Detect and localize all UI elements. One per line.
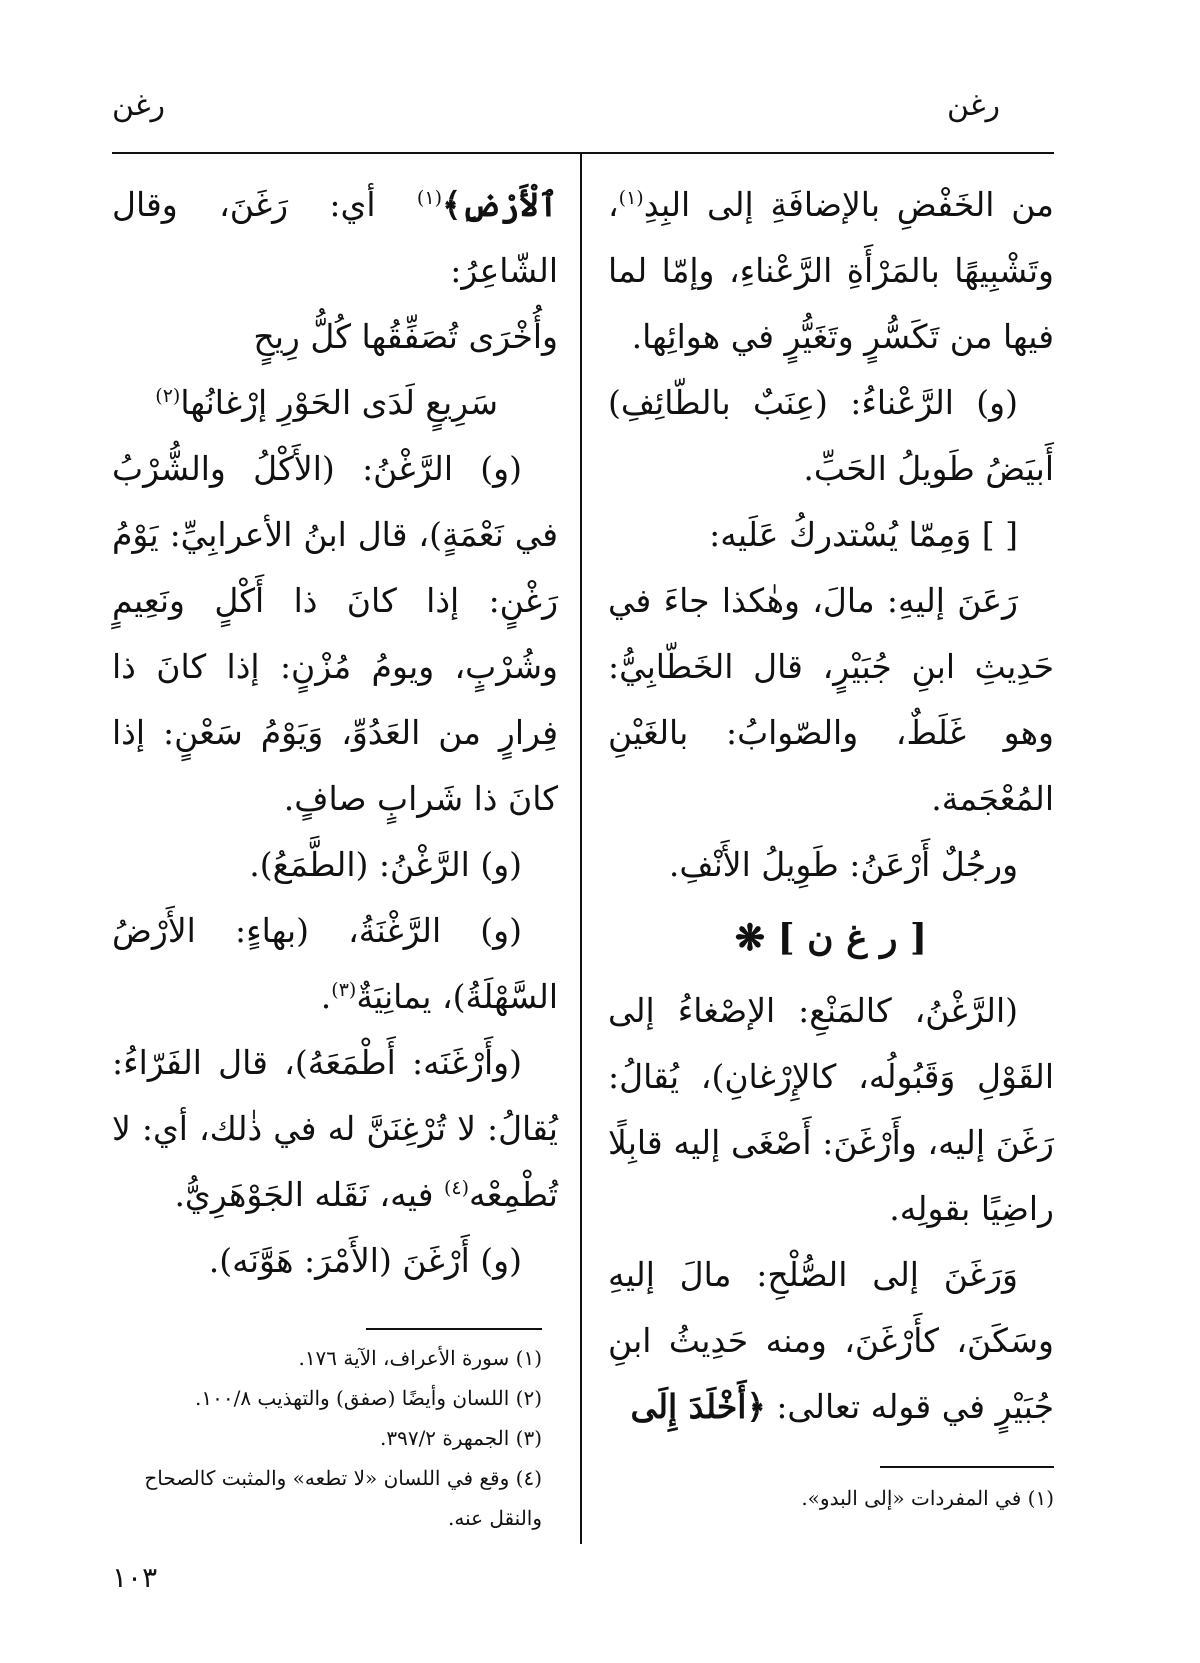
footnote: (١) في المفردات «إلى البدو». <box>801 1486 1054 1510</box>
paragraph: (و) أَرْغَنَ (الأَمْرَ: هَوَّنَه). <box>208 1241 522 1280</box>
footnote: (٢) اللسان وأيضًا (صفق) والتهذيب ١٠٠/٨. <box>195 1386 542 1410</box>
page-number: ١٠٣ <box>112 1561 158 1594</box>
footnote-marker: (٤) <box>443 1177 470 1199</box>
verse-line: وأُخْرَى تُصَفِّقُها كُلُّ رِيحٍ <box>253 317 558 356</box>
footnote: (٣) الجمهرة ٣٩٧/٢. <box>379 1426 542 1450</box>
paragraph: (الرَّغْنُ، كالمَنْعِ: الإصْغاءُ إلى القَوْلِ وَقَبُولُه، كالإِرْغانِ)، يُقالُ: رَغَنَ إليه، وأَرْغَنَ: أَصْغَى إليه قابِلًا راضِيًا بقولِه. <box>608 991 1054 1228</box>
verse-line: سَرِيعٍ لَدَى الحَوْرِ إرْغانُها$^{(٢)}$ <box>155 383 498 422</box>
footnote: (٤) وقع في اللسان «لا تطعه» والمثبت كالصحاح والنقل عنه. <box>144 1466 542 1530</box>
quran-quote: ٱلْأَرْضِ﴾ <box>441 185 558 224</box>
running-header-left: رغن <box>112 88 166 123</box>
running-header-right: رغن <box>946 88 1000 123</box>
paragraph: (و) الرَّعْناءُ: (عِنَبٌ بالطّائِفِ) أَبيَضُ طَويلُ الحَبِّ. <box>608 383 1054 488</box>
paragraph: وَرَغَنَ إلى الصُّلْحِ: مالَ إليهِ وسَكَنَ، كأَرْغَنَ، ومنه حَدِيثُ ابنِ جُبَيْرٍ في قوله تعالى: ﴿أَخْلَدَ إِلَى <box>608 1255 1054 1426</box>
right-column <box>608 172 1054 1440</box>
footnote-marker: (٣) <box>331 979 357 1001</box>
paragraph: (و) الرَّغْنَةُ، (بهاءٍ: الأَرْضُ السَّهْلَةُ)، يمانِيَةٌ$^{(٣)}$. <box>112 911 558 1016</box>
paragraph: (و) الرَّغْنُ: (الطَّمَعُ). <box>249 845 522 884</box>
footnote-rule <box>366 1328 542 1330</box>
paragraph: (وأَرْغَنَه: أَطْمَعَهُ)، قال الفَرّاءُ: يُقالُ: لا تُرْغِنَنَّ له في ذٰلك، أي: لا تُطْمِعْه$^{(٤)}$ فيه، نَقَله الجَوْهَرِيُّ. <box>112 1043 558 1214</box>
paragraph: ورجُلٌ أَرْعَنُ: طَوِيلُ الأَنْفِ. <box>668 845 1018 884</box>
footnote: (١) سورة الأعراف، الآية ١٧٦. <box>298 1346 542 1370</box>
left-column <box>112 172 558 1294</box>
entry-heading: [ ر غ ن ] ❋ <box>734 917 928 959</box>
footnotes-left <box>112 1338 542 1538</box>
paragraph: من الخَفْضِ بالإضافَةِ إلى البِدِ$^{(١)}$، وتَشْبِيهًا بالمَرْأَةِ الرَّعْناءِ، وإمّا لما فيها من تَكَسُّرٍ وتَغَيُّرٍ في هوائِها. <box>608 185 1054 356</box>
paragraph: ٱلْأَرْضِ﴾$^{(١)}$ أي: رَغَنَ، وقال الشّاعِرُ: <box>112 185 558 290</box>
paragraph: (و) الرَّغْنُ: (الأَكْلُ والشُّرْبُ في نَعْمَةٍ)، قال ابنُ الأعرابِيِّ: يَوْمُ رَغْنٍ: إذا كانَ ذا أَكْلٍ ونَعِيمٍ وشُرْبٍ، ويومُ مُزْنٍ: إذا كانَ ذا فِرارٍ من العَدُوِّ، وَيَوْمُ سَعْنٍ: إذا كانَ ذا شَرابٍ صافٍ. <box>112 449 558 818</box>
footnotes-right <box>608 1478 1054 1518</box>
footnote-marker: (١) <box>416 187 442 209</box>
column-divider <box>580 154 582 1544</box>
footnote-marker: (٢) <box>155 385 181 407</box>
quran-quote: ﴿أَخْلَدَ إِلَى <box>630 1387 766 1426</box>
footnote-rule <box>880 1466 1054 1468</box>
header-rule <box>112 152 1054 154</box>
footnote-marker: (١) <box>618 187 644 209</box>
paragraph: [ ] وَمِمّا يُسْتدركُ عَلَيه: <box>709 515 1018 554</box>
paragraph: رَعَنَ إليهِ: مالَ، وهٰكذا جاءَ في حَدِيثِ ابنِ جُبَيْرٍ، قال الخَطّابِيُّ: وهو غَلَطٌ، والصّوابُ: بالغَيْنِ المُعْجَمة. <box>608 581 1054 818</box>
